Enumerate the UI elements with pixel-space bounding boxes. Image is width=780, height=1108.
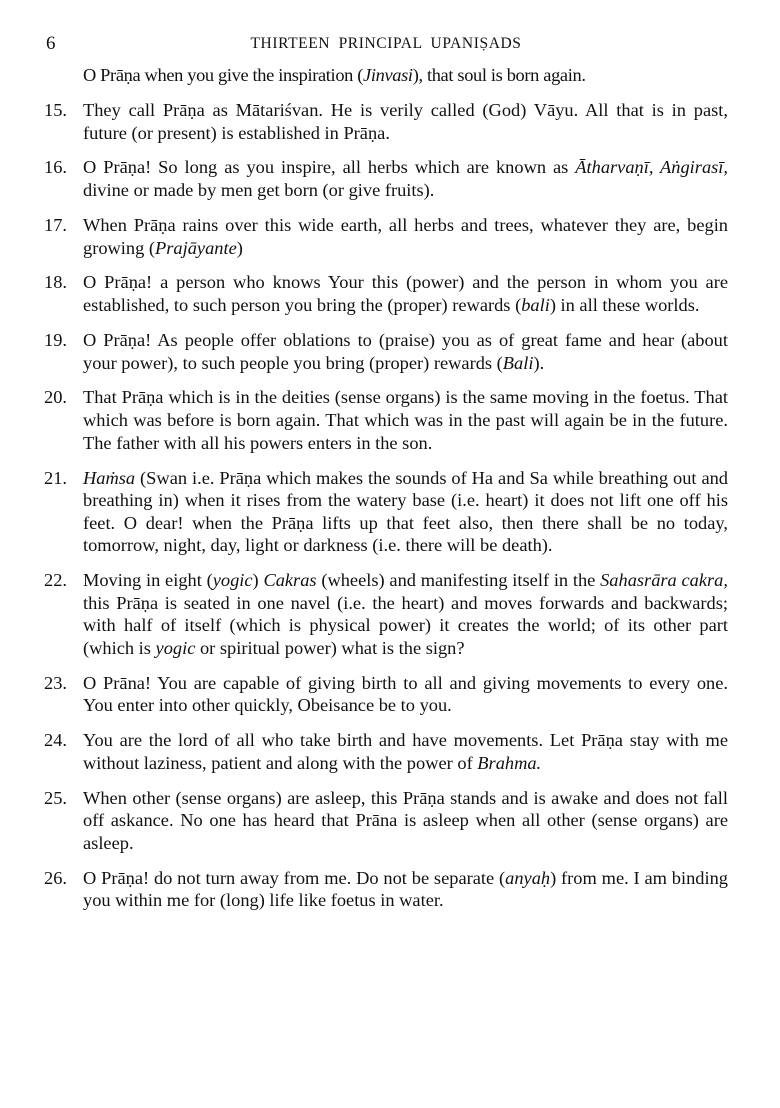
verse-text-segment: ) [252,570,264,591]
verse [44,214,728,259]
verse-text-segment: You are the lord of all who take birth and have movements. Let Prāṇa stay with me without laziness, patient and along with the power of [83,730,728,773]
verse-number: 21. [44,467,67,488]
page-body [44,64,728,924]
verse-number: 26. [44,867,67,888]
verse-text [83,569,728,659]
verse-italic-term: Ātharvaṇī, Aṅgirasī, [575,157,728,178]
verse [44,867,728,912]
verse-italic-term: Cakras [263,570,317,591]
verse-number: 25. [44,787,67,808]
verse-text-segment: ) [236,237,243,258]
verse-text-segment: O Prāna! You are capable of giving birth to all and giving movements to every one. You enter into other quickly, Obeisance be to you. [83,672,728,716]
verse-italic-term: anyaḥ [505,867,551,888]
continuation-paragraph [44,64,728,87]
running-title: THIRTEEN PRINCIPAL UPANIṢADS [250,35,522,52]
verse-number: 15. [44,100,67,120]
verse-text-segment: That Prāṇa which is in the deities (sense organs) is the same moving in the foetus. That which was before is born again. That which was in the past will again be in the future. The father with all his powers enters in the son. [83,387,728,453]
verse-text [83,672,728,717]
page-number: 6 [46,33,56,54]
verse-italic-term: Sahasrāra cakra, [600,570,728,591]
verse-text-segment: divine or made by men get born (or give fruits). [83,180,435,201]
verse-number: 24. [44,730,67,751]
verse-text [83,729,728,774]
verse-text-segment: When Prāṇa rains over this wide earth, all herbs and trees, whatever they are, begin growing ( [83,214,728,258]
verse-text-segment: They call Prāṇa as Mātariśvan. He is verily called (God) Vāyu. All that is in past, future (or present) is established in Prāṇa. [83,100,728,143]
verse [44,787,728,855]
verse-italic-term: yogic [155,637,196,658]
verse-text-segment: O Prāṇa! So long as you inspire, all herbs which are known as [83,157,576,178]
verse [44,672,728,717]
verse-number: 20. [44,387,67,408]
verse-number: 19. [44,329,67,350]
verse-text-segment: O Prāṇa! As people offer oblations to (praise) you as of great fame and hear (about your power), to such people you bring (proper) rewards ( [83,329,728,373]
verse-number: 16. [44,157,67,178]
verse-text [83,214,728,259]
verse-text [83,329,728,374]
verse-text-segment: Moving in eight ( [83,570,213,591]
verse-text-segment: (Swan i.e. Prāṇa which makes the sounds of Ha and Sa while breathing out and breathing in) when it rises from the watery base (i.e. heart) it does not lift one off his feet. O dear! when the Prāṇa lifts up that feet also, then there shall be no today, tomorrow, night, day, light or darkness (i.e. there will be death). [83,467,728,556]
verse-text-segment: When other (sense organs) are asleep, this Prāṇa stands and is awake and does not fall off askance. No one has heard that Prāna is asleep when all other (sense organs) are asleep. [83,787,728,853]
verse [44,271,728,316]
verse-text-segment: ). [533,352,545,373]
verse-text [83,867,728,912]
verse-text [83,467,728,557]
verse-text-segment: O Prāṇa! a person who knows Your this (power) and the person in whom you are established, to such person you bring the (proper) rewards ( [83,272,728,316]
verse-text-segment: (wheels) and manifesting itself in the [316,570,601,591]
verse-text-segment: or spiritual power) what is the sign? [195,637,465,658]
verse [44,467,728,557]
verse-text [83,99,728,144]
verse-number: 18. [44,272,67,293]
verse-italic-term: Prajāyante [155,237,237,258]
verse-number: 23. [44,672,67,693]
verse-text-segment: ) from me. I am binding you within me for (long) life like foetus in water. [83,867,728,911]
running-head [44,33,728,55]
verse-italic-term: Haṁsa [83,467,136,488]
verse-number: 22. [44,570,67,591]
verse-number: 17. [44,214,67,235]
verse [44,329,728,374]
verse-text-segment: ) in all these worlds. [549,295,700,316]
verse-text [83,271,728,316]
verse [44,729,728,774]
verse-italic-term: Bali [502,352,534,373]
verse-text-segment: O Prāṇa! do not turn away from me. Do not be separate ( [83,867,506,888]
verse-list [44,99,728,912]
verse [44,99,728,144]
continuation-italic: Jinvasi [363,65,413,85]
verse-text-segment: this Prāṇa is seated in one navel (i.e. the heart) and moves forwards and backwards; with half of itself (which is physical power) it creates the world; of its other part (which is [83,592,728,658]
verse-text [83,156,728,201]
verse-text [83,787,728,855]
continuation-text: O Prāṇa when you give the inspiration ( [83,65,364,85]
continuation-text-end: ), that soul is born again. [412,65,586,85]
verse [44,386,728,454]
verse [44,156,728,201]
verse-italic-term: Brahma. [477,752,542,773]
verse [44,569,728,659]
verse-italic-term: yogic [212,570,253,591]
verse-italic-term: bali [521,295,550,316]
verse-text [83,386,728,454]
